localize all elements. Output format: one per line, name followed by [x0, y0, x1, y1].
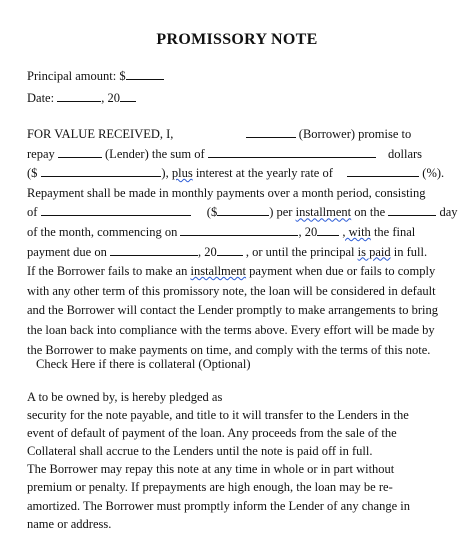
- in-full-text: in full.: [393, 244, 428, 259]
- collateral-check-label[interactable]: Check Here if there is collateral (Optional): [36, 357, 251, 371]
- principal-amount-blank[interactable]: [126, 68, 164, 80]
- lender-sum-text: (Lender) the sum of: [105, 146, 205, 161]
- terms-row-9: with any other term of this promissory note, the loan will be considered in default: [27, 283, 436, 298]
- collateral-row-8: name or address.: [27, 516, 112, 531]
- repay-text: repay: [27, 146, 55, 161]
- collateral-row-6: premium or penalty. If prepayments are high enough, the loan may be re-: [27, 480, 393, 495]
- terms-row-1: [27, 125, 445, 145]
- plus-text: plus: [171, 166, 193, 181]
- collateral-row-5: The Borrower may repay this note at any time in whole or in part without: [27, 462, 395, 477]
- of-text: of: [27, 205, 38, 220]
- commencing-text: of the month, commencing on: [27, 224, 178, 239]
- terms-row-10: and the Borrower will contact the Lender promptly to make arrangements to bring: [27, 303, 438, 318]
- dollars-text: dollars: [388, 146, 423, 161]
- date-year-prefix: , 20: [101, 91, 120, 105]
- collateral-row-7: amortized. The Borrower must promptly inform the Lender of any change in: [27, 498, 410, 513]
- date-line: [27, 90, 136, 106]
- final-year-prefix: , 20: [197, 244, 217, 259]
- terms-row-4: Repayment shall be made in monthly payments over a month period, consisting: [27, 185, 426, 200]
- with-text: , with: [342, 224, 371, 239]
- payment-open-paren: ($: [206, 205, 218, 220]
- value-received-text: FOR VALUE RECEIVED, I,: [27, 127, 174, 141]
- collateral-row-3: event of default of payment of the loan. Any proceeds from the sale of the: [27, 426, 397, 441]
- date-year-blank[interactable]: [120, 90, 136, 102]
- collateral-row-2: security for the note payable, and title to it will transfer to the Lenders in the: [27, 408, 409, 423]
- terms-row-12: the Borrower to make payments on time, and comply with the terms of this note.: [27, 342, 431, 357]
- terms-row-3: [27, 164, 445, 184]
- principal-text: , or until the principal: [245, 244, 355, 259]
- comply-text: payment when due or fails to comply: [249, 264, 436, 279]
- interest-text: interest at the yearly rate of: [195, 166, 333, 181]
- terms-row-2: [27, 145, 445, 165]
- payment-per-text: ) per: [269, 205, 293, 220]
- final-text: the final: [373, 224, 416, 239]
- date-label: Date:: [27, 91, 55, 105]
- principal-amount-label: Principal amount: $: [27, 69, 126, 83]
- payment-day-blank[interactable]: [388, 204, 436, 216]
- payment-due-text: payment due on: [27, 244, 107, 259]
- day-text: day: [439, 205, 458, 220]
- collateral-paragraph: [27, 388, 445, 533]
- sum-amount-blank[interactable]: [41, 165, 161, 177]
- principal-amount-line: [27, 68, 164, 84]
- amount-open-paren: ($: [27, 166, 38, 181]
- installment-text: installment: [295, 205, 352, 220]
- payments-words-blank[interactable]: [41, 204, 191, 216]
- payment-amount-blank[interactable]: [217, 204, 269, 216]
- date-month-blank[interactable]: [57, 90, 101, 102]
- on-the-text: on the: [354, 205, 386, 220]
- borrower-promise-text: (Borrower) promise to: [298, 127, 412, 141]
- terms-row-6: [27, 223, 445, 243]
- lender-name-blank[interactable]: [58, 146, 102, 158]
- terms-row-7: [27, 243, 445, 263]
- commencing-date-blank[interactable]: [180, 224, 298, 236]
- final-date-blank[interactable]: [110, 244, 198, 256]
- interest-rate-blank[interactable]: [347, 165, 419, 177]
- collateral-row-4: Collateral shall accrue to the Lenders until the note is paid off in full.: [27, 444, 373, 459]
- terms-row-11: the loan back into compliance with the terms above. Every effort will be made by: [27, 322, 435, 337]
- is-paid-text: is paid: [357, 244, 391, 259]
- fails-text: If the Borrower fails to make an: [27, 264, 188, 279]
- commencing-year-prefix: , 20: [298, 224, 318, 239]
- terms-paragraph: [27, 125, 458, 360]
- commencing-year-blank[interactable]: [317, 224, 339, 236]
- amount-close-paren: ),: [161, 166, 169, 181]
- terms-row-8: [27, 262, 445, 282]
- sum-words-blank[interactable]: [208, 146, 376, 158]
- percent-text: (%).: [422, 166, 445, 181]
- final-year-blank[interactable]: [217, 244, 243, 256]
- document-title: PROMISSORY NOTE: [156, 31, 318, 48]
- collateral-row-1: A to be owned by, is hereby pledged as: [27, 390, 223, 404]
- terms-row-5: [27, 203, 458, 223]
- installment-text-2: installment: [190, 264, 247, 279]
- borrower-name-blank[interactable]: [246, 126, 296, 138]
